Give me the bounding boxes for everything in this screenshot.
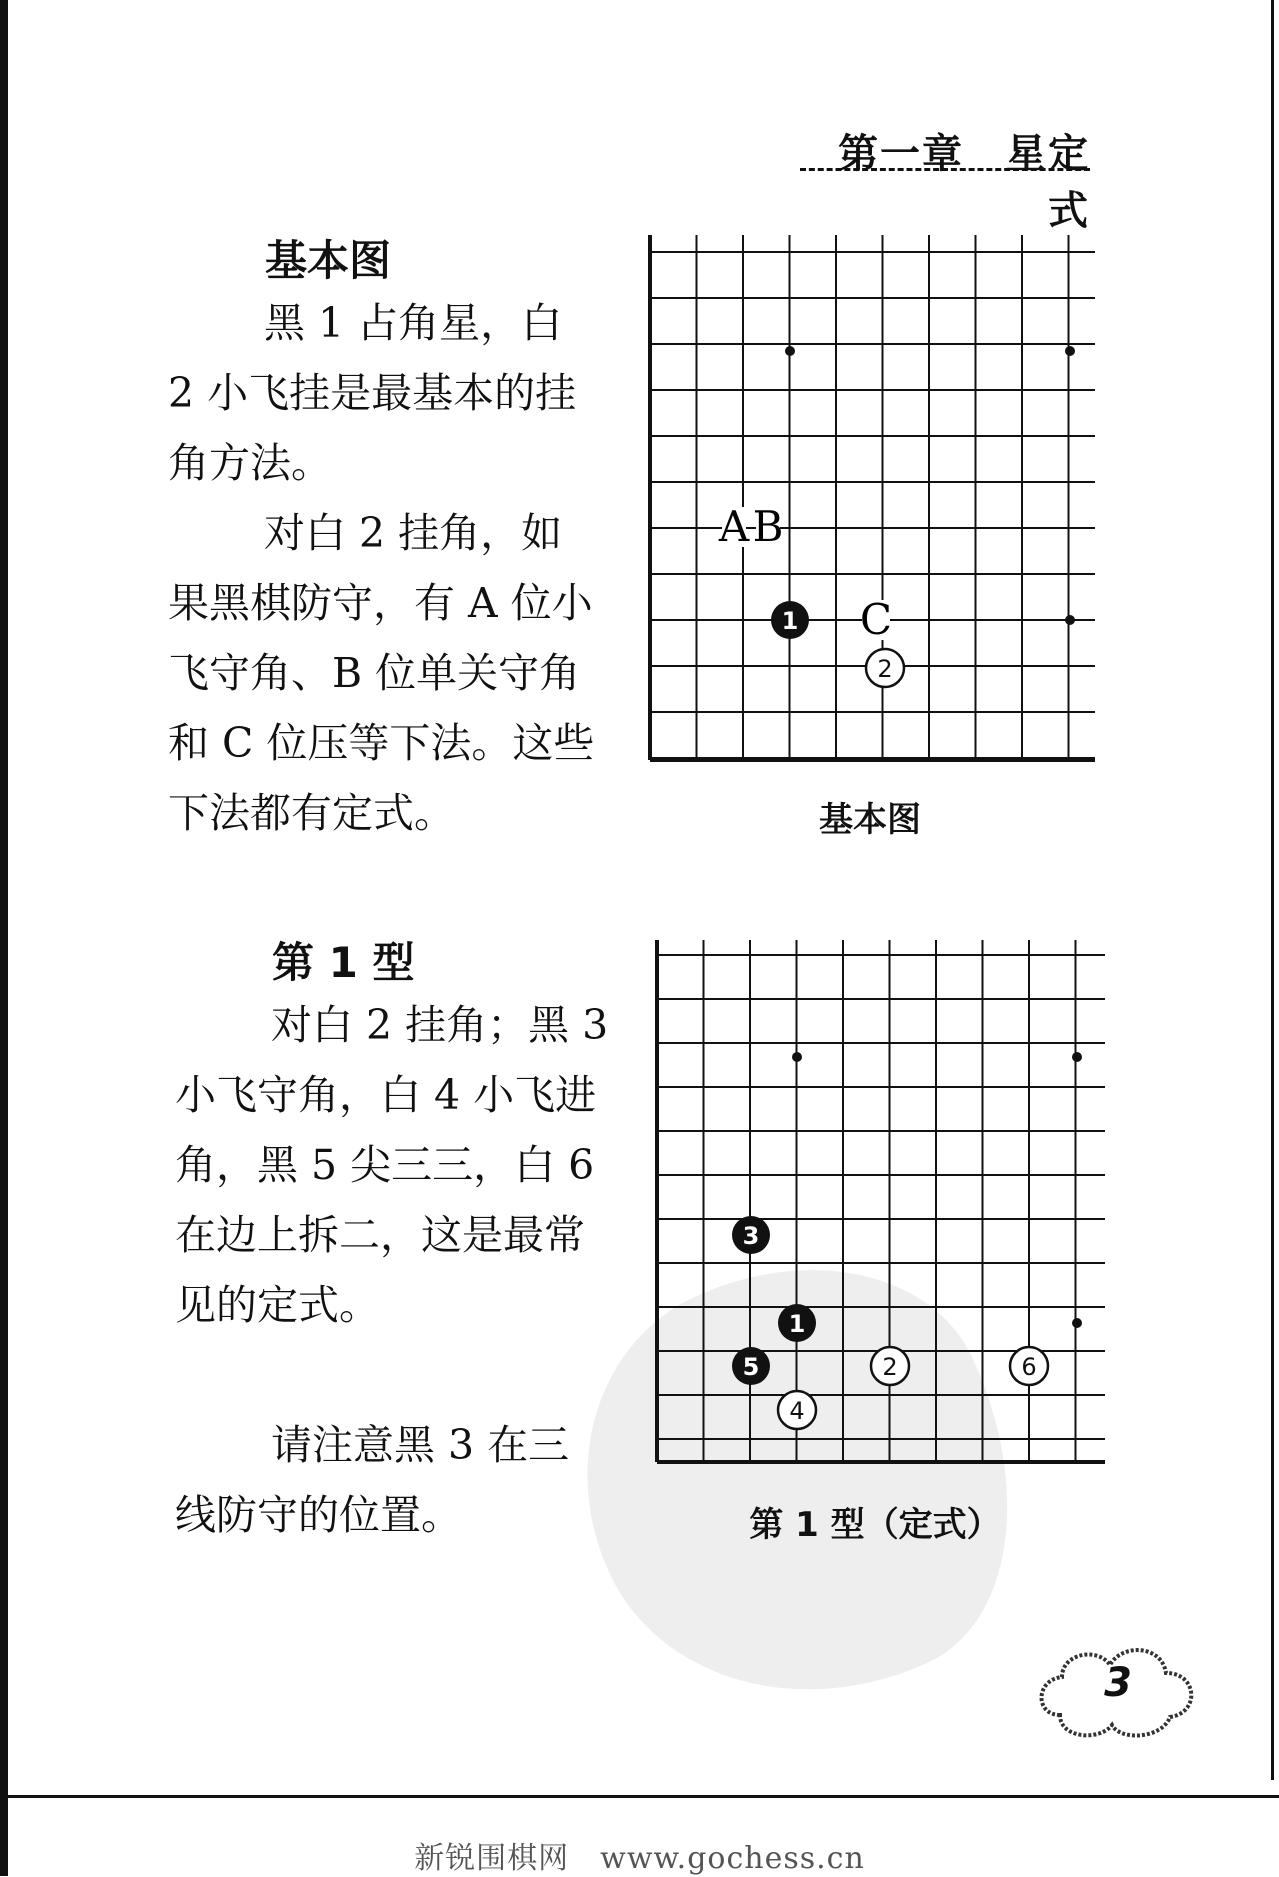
svg-text:2: 2	[877, 655, 893, 683]
svg-text:5: 5	[742, 1353, 760, 1381]
go-board-type1	[645, 940, 1115, 1480]
paragraph-basic-1: 黑 1 占角星，白 2 小飞挂是最基本的挂角方法。	[168, 299, 577, 487]
diagram-caption-type1: 第 1 型（定式）	[749, 1505, 1001, 1545]
black-stone-1	[778, 1304, 816, 1342]
black-stone-5	[732, 1347, 770, 1385]
page-border-right	[1271, 0, 1274, 1780]
svg-text:6: 6	[1021, 1353, 1037, 1381]
svg-text:C: C	[859, 595, 893, 644]
svg-text:1: 1	[788, 1310, 806, 1338]
svg-text:4: 4	[789, 1397, 805, 1425]
svg-text:A: A	[718, 502, 750, 551]
svg-text:B: B	[752, 502, 784, 551]
paragraph-type1-1: 对白 2 挂角；黑 3 小飞守角，白 4 小飞进角，黑 5 尖三三，白 6 在边上拆二，这是最常见的定式。	[175, 1001, 609, 1329]
section-title-type1: 第 1 型	[272, 938, 415, 987]
footer-website: 新锐围棋网 www.gochess.cn	[414, 1841, 865, 1876]
white-stone-2	[871, 1347, 909, 1385]
header-dashed-rule	[800, 168, 1090, 171]
black-stone-3	[732, 1216, 770, 1254]
footer-rule	[0, 1795, 1279, 1798]
white-stone-6	[1010, 1347, 1048, 1385]
chapter-header: 第一章 星定式	[838, 130, 1090, 234]
paragraph-basic-2: 对白 2 挂角，如果黑棋防守，有 A 位小飞守角、B 位单关守角和 C 位压等下法。这些下法都有定式。	[168, 509, 595, 837]
page-border-left	[0, 0, 8, 1876]
svg-text:2: 2	[882, 1353, 898, 1381]
diagram-caption-basic: 基本图	[819, 800, 921, 840]
go-board-basic	[640, 235, 1100, 775]
svg-text:1: 1	[781, 607, 799, 635]
paragraph-type1-2: 请注意黑 3 在三线防守的位置。	[175, 1421, 570, 1539]
move-mark-b	[753, 502, 784, 551]
section-title-basic: 基本图	[265, 236, 392, 285]
move-mark-a	[718, 502, 750, 551]
svg-text:3: 3	[742, 1222, 760, 1250]
black-stone-1	[771, 601, 809, 639]
white-stone-2	[866, 649, 904, 687]
move-mark-c	[860, 595, 892, 644]
page-number: 3	[1104, 1660, 1132, 1706]
white-stone-4	[778, 1391, 816, 1429]
